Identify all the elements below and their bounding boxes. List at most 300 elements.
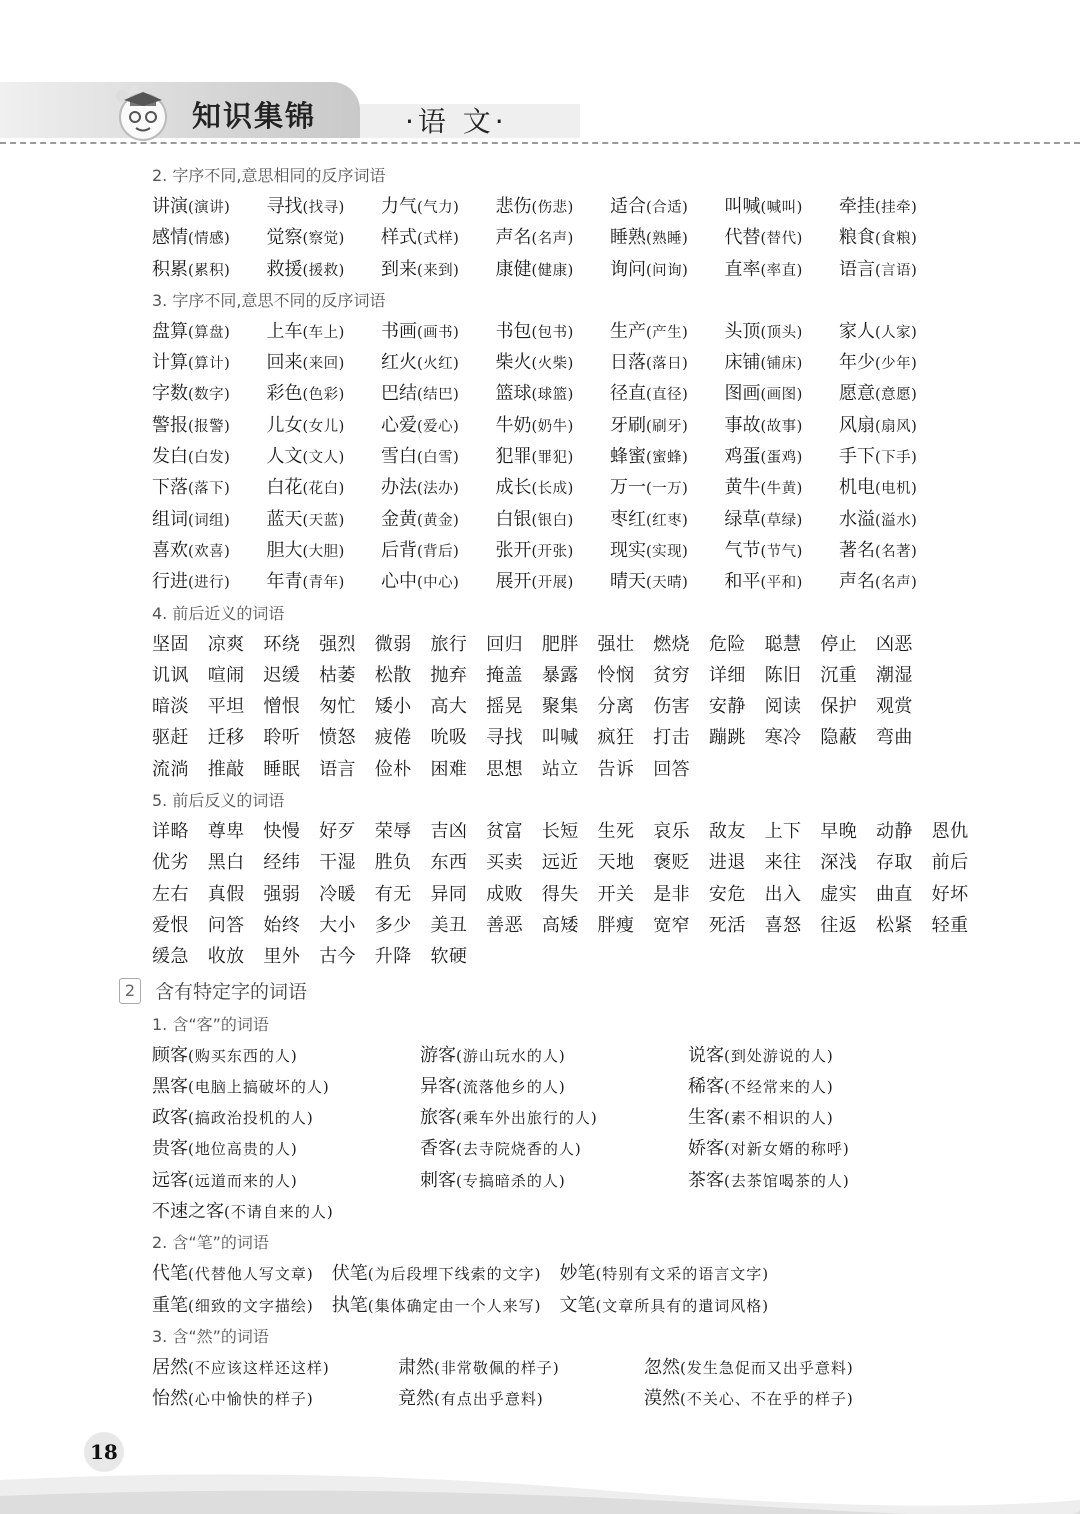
word-text: 力气: [381, 196, 417, 217]
word-text: 观赏: [875, 696, 913, 718]
word-text: 家人: [839, 320, 875, 342]
word-entry: [725, 441, 840, 472]
word-text: 尊卑: [207, 821, 245, 843]
word-gloss: (素不相识的人): [724, 1109, 834, 1128]
word-gloss: (不应该这样还这样): [188, 1358, 330, 1377]
word-text: 摇晃: [486, 696, 524, 718]
word-text: 肃然: [398, 1356, 434, 1378]
word-entry: [610, 504, 725, 535]
word-text: 生客: [688, 1107, 724, 1129]
word-gloss: (花白): [302, 481, 345, 498]
word-row: [152, 1165, 1032, 1196]
word-entry: [688, 1040, 956, 1071]
word-text: 生死: [597, 821, 635, 843]
word-gloss: (率直): [760, 262, 803, 279]
word-text: 人文: [266, 446, 303, 468]
word-entry: [839, 410, 954, 441]
word-text: 冷暖: [319, 883, 357, 905]
word-text: 怜悯: [597, 664, 635, 686]
word-entry: [725, 378, 840, 409]
word-text: 死活: [708, 914, 746, 936]
word-entry: [381, 566, 496, 597]
word-entry: [420, 1165, 688, 1196]
word-text: 样式: [381, 227, 417, 249]
word-entry: [688, 1071, 956, 1102]
word-text: 竟然: [398, 1388, 434, 1410]
word-entry: [267, 566, 382, 597]
word-text: 东西: [430, 852, 468, 874]
word-entry: [267, 316, 382, 347]
word-entry: [332, 1290, 560, 1321]
word-gloss: (找寻): [302, 200, 345, 216]
word-entry: [267, 254, 382, 285]
word-entry: [839, 222, 954, 253]
word-gloss: (文人): [302, 450, 345, 467]
word-text: 高矮: [541, 914, 579, 936]
word-entry: [152, 566, 267, 597]
word-text: 平坦: [207, 696, 245, 718]
word-entry: [152, 1133, 420, 1164]
word-text: 早晚: [820, 821, 858, 843]
word-text: 优劣: [152, 852, 189, 874]
word-gloss: (落下): [188, 481, 231, 498]
word-text: 盘算: [152, 320, 188, 342]
word-text: 日落: [610, 352, 646, 374]
subsection-title-ran: 3. 含“然”的词语: [152, 1326, 269, 1346]
word-text: 缓急: [152, 946, 189, 968]
word-gloss: (火柴): [531, 356, 574, 373]
word-text: 声名: [839, 571, 875, 593]
word-gloss: (健康): [531, 262, 574, 279]
word-text: 鸡蛋: [724, 446, 761, 468]
word-gloss: (火红): [417, 356, 460, 373]
word-entry: [610, 535, 725, 566]
word-gloss: (奶牛): [531, 418, 574, 435]
word-text: 矮小: [374, 696, 412, 718]
reverse-same-list: [152, 191, 1032, 285]
word-text: 轻重: [931, 914, 969, 936]
word-text: 语言: [839, 258, 875, 280]
word-text: 胖瘦: [597, 914, 635, 936]
word-text: 金黄: [381, 508, 417, 530]
word-entry: [420, 1133, 688, 1164]
word-text: 往返: [820, 914, 858, 936]
word-text: 环绕: [263, 633, 301, 655]
word-text: 疯狂: [597, 727, 635, 749]
word-text: 代笔: [152, 1263, 188, 1285]
word-entry: [152, 1040, 420, 1071]
word-entry: [496, 504, 611, 535]
word-text: 前后: [931, 852, 969, 874]
word-text: 悲伤: [495, 196, 532, 217]
word-gloss: (报警): [188, 418, 231, 435]
word-entry: [496, 254, 611, 285]
word-text: 气节: [724, 539, 761, 561]
word-text: 直率: [724, 258, 761, 280]
word-text: 蓝天: [266, 508, 303, 530]
word-text: 办法: [381, 477, 417, 499]
word-text: 书包: [495, 320, 532, 342]
word-text: 开关: [597, 883, 635, 905]
antonym-list: [152, 816, 1032, 972]
word-gloss: (心中愉快的样子): [188, 1390, 314, 1409]
word-text: 恩仇: [931, 821, 969, 843]
word-text: 聪慧: [764, 633, 802, 655]
word-text: 稀客: [688, 1075, 724, 1097]
word-text: 俭朴: [374, 758, 412, 780]
word-text: 枣红: [610, 508, 646, 530]
word-gloss: (少年): [875, 356, 918, 373]
word-text: 抛弃: [430, 664, 468, 686]
word-text: 娇客: [688, 1138, 724, 1160]
word-entry: [725, 566, 840, 597]
word-text: 现实: [610, 539, 646, 561]
word-row: [152, 816, 1032, 847]
word-entry: [152, 1102, 420, 1133]
word-row: [152, 1196, 1032, 1227]
subsection-title-reverse-same: 2. 字序不同,意思相同的反序词语: [152, 166, 386, 185]
word-gloss: (气力): [417, 200, 460, 216]
word-row: [152, 1040, 1032, 1071]
word-text: 贫富: [486, 821, 524, 843]
word-gloss: (结巴): [417, 387, 460, 404]
word-gloss: (蛋鸡): [760, 450, 803, 467]
word-text: 肥胖: [541, 633, 579, 655]
word-text: 买卖: [486, 852, 524, 874]
word-text: 贵客: [152, 1138, 188, 1160]
word-text: 生产: [610, 320, 646, 342]
word-gloss: (溢水): [875, 512, 918, 529]
word-entry: [267, 504, 382, 535]
word-entry: [152, 316, 267, 347]
page-header: [0, 70, 1080, 145]
word-gloss: (地位高贵的人): [188, 1140, 298, 1159]
word-entry: [725, 347, 840, 378]
word-entry: [610, 347, 725, 378]
word-entry: [152, 1258, 332, 1289]
word-text: 张开: [495, 539, 532, 561]
word-text: 著名: [839, 539, 875, 561]
word-gloss: (蜜蜂): [646, 450, 689, 467]
reverse-diff-list: [152, 316, 1032, 598]
ran-word-list: [152, 1352, 1032, 1415]
word-row: [152, 504, 1032, 535]
word-entry: [381, 504, 496, 535]
word-row: [152, 910, 1032, 941]
word-gloss: (言语): [875, 262, 918, 279]
word-text: 远近: [541, 852, 579, 874]
word-gloss: (搞政治投机的人): [188, 1109, 314, 1128]
word-text: 危险: [708, 633, 746, 655]
word-text: 沉重: [820, 664, 858, 686]
word-entry: [267, 441, 382, 472]
word-text: 微弱: [374, 633, 412, 655]
word-gloss: (下手): [875, 450, 918, 467]
word-text: 干湿: [319, 852, 357, 874]
word-gloss: (爱心): [417, 418, 460, 435]
word-text: 旅客: [420, 1107, 456, 1129]
word-entry: [725, 316, 840, 347]
word-gloss: (人家): [875, 324, 918, 341]
word-text: 成长: [495, 477, 532, 499]
word-text: 高大: [430, 696, 468, 718]
word-entry: [839, 472, 954, 503]
word-entry: [688, 1133, 956, 1164]
word-text: 升降: [374, 946, 412, 968]
word-gloss: (球篮): [531, 387, 574, 404]
word-entry: [152, 378, 267, 409]
word-text: 蜂蜜: [610, 446, 646, 468]
word-gloss: (购买东西的人): [188, 1046, 298, 1065]
word-text: 疲倦: [374, 727, 412, 749]
word-text: 聚集: [541, 696, 579, 718]
word-gloss: (红枣): [646, 512, 689, 529]
word-text: 询问: [610, 258, 646, 280]
word-text: 上下: [764, 821, 802, 843]
word-text: 推敲: [207, 758, 245, 780]
word-text: 红火: [381, 352, 417, 374]
word-entry: [152, 254, 267, 285]
word-text: 旅行: [430, 633, 468, 655]
word-entry: [610, 254, 725, 285]
word-entry: [152, 222, 267, 253]
word-text: 陈旧: [764, 664, 802, 686]
word-text: 迁移: [207, 727, 245, 749]
word-gloss: (去茶馆喝茶的人): [724, 1171, 850, 1190]
word-entry: [152, 1165, 420, 1196]
word-entry: [267, 472, 382, 503]
word-entry: [839, 254, 954, 285]
word-text: 怡然: [152, 1388, 188, 1410]
word-entry: [839, 441, 954, 472]
word-text: 发白: [152, 446, 188, 468]
word-row: [152, 1290, 1032, 1321]
word-entry: [725, 254, 840, 285]
word-entry: [496, 410, 611, 441]
word-entry: [420, 1071, 688, 1102]
word-entry: [267, 410, 382, 441]
word-text: 叫喊: [724, 196, 761, 217]
word-text: 水溢: [839, 508, 875, 530]
word-text: 潮湿: [875, 664, 913, 686]
word-text: 虚实: [820, 883, 858, 905]
word-text: 后背: [381, 539, 417, 561]
word-entry: [725, 191, 840, 222]
word-entry: [398, 1352, 644, 1383]
word-text: 雪白: [381, 446, 417, 468]
word-entry: [381, 191, 496, 222]
word-gloss: (开展): [531, 575, 574, 592]
word-gloss: (草绿): [760, 512, 803, 529]
word-gloss: (流落他乡的人): [456, 1077, 566, 1096]
word-text: 忽然: [644, 1356, 680, 1378]
section-header-specific: [119, 973, 1032, 1009]
word-text: 有无: [374, 883, 412, 905]
word-text: 手下: [839, 446, 875, 468]
word-text: 粮食: [839, 227, 875, 249]
word-entry: [839, 504, 954, 535]
word-text: 寻找: [266, 196, 303, 217]
word-text: 来往: [764, 852, 802, 874]
word-entry: [381, 254, 496, 285]
word-gloss: (对新女婿的称呼): [724, 1140, 850, 1159]
word-gloss: (平和): [760, 575, 803, 592]
word-text: 字数: [152, 383, 188, 405]
word-row: [152, 535, 1032, 566]
word-gloss: (熟睡): [646, 231, 689, 248]
word-entry: [559, 1290, 787, 1321]
word-text: 年少: [839, 352, 875, 374]
word-gloss: (女儿): [302, 418, 345, 435]
word-text: 康健: [495, 258, 532, 280]
word-text: 适合: [610, 196, 646, 217]
word-entry: [839, 191, 954, 222]
word-entry: [381, 441, 496, 472]
section-title: 含有特定字的词语: [155, 981, 308, 1004]
word-gloss: (包书): [531, 324, 574, 341]
word-gloss: (名声): [531, 231, 574, 248]
word-text: 阅读: [764, 696, 802, 718]
word-gloss: (不关心、不在乎的样子): [680, 1390, 854, 1409]
word-text: 晴天: [610, 571, 646, 593]
word-entry: [381, 316, 496, 347]
word-text: 白花: [266, 477, 303, 499]
word-entry: [496, 472, 611, 503]
word-gloss: (白雪): [417, 450, 460, 467]
word-text: 暗淡: [152, 696, 189, 718]
word-gloss: (演讲): [188, 200, 231, 216]
word-text: 柴火: [495, 352, 532, 374]
word-row: [152, 847, 1032, 878]
word-text: 不速之客: [152, 1201, 224, 1223]
word-text: 安静: [708, 696, 746, 718]
word-text: 径直: [610, 383, 646, 405]
word-text: 机电: [839, 477, 875, 499]
word-gloss: (开张): [531, 543, 574, 560]
word-entry: [839, 566, 954, 597]
word-row: [152, 1071, 1032, 1102]
word-text: 寒冷: [764, 727, 802, 749]
word-entry: [398, 1383, 644, 1414]
word-gloss: (有点出乎意料): [434, 1390, 544, 1409]
word-text: 存取: [875, 852, 913, 874]
word-text: 宽窄: [653, 914, 691, 936]
word-text: 聆听: [263, 727, 301, 749]
page-number: 18: [90, 1440, 118, 1464]
word-gloss: (进行): [188, 575, 231, 592]
word-text: 荣辱: [374, 821, 412, 843]
word-text: 站立: [541, 758, 579, 780]
word-text: 喧闹: [207, 664, 245, 686]
word-text: 打击: [653, 727, 691, 749]
word-gloss: (专搞暗杀的人): [456, 1171, 566, 1190]
word-text: 白银: [495, 508, 532, 530]
word-text: 牛奶: [495, 414, 532, 436]
word-text: 强烈: [319, 633, 357, 655]
word-text: 匆忙: [319, 696, 357, 718]
word-gloss: (不经常来的人): [724, 1077, 834, 1096]
word-gloss: (食粮): [875, 231, 918, 248]
word-gloss: (察觉): [302, 231, 345, 248]
word-row: [152, 347, 1032, 378]
word-gloss: (顶头): [760, 324, 803, 341]
word-entry: [839, 378, 954, 409]
word-text: 愿意: [839, 383, 875, 405]
word-text: 安危: [708, 883, 746, 905]
word-gloss: (意愿): [875, 387, 918, 404]
word-entry: [267, 222, 382, 253]
word-text: 异客: [420, 1075, 456, 1097]
word-gloss: (落日): [646, 356, 689, 373]
word-text: 儿女: [266, 414, 303, 436]
word-gloss: (法办): [417, 481, 460, 498]
word-gloss: (非常敬佩的样子): [434, 1358, 560, 1377]
word-text: 快慢: [263, 821, 301, 843]
header-title: 知识集锦: [192, 99, 317, 133]
word-entry: [610, 378, 725, 409]
word-entry: [381, 472, 496, 503]
word-text: 伤害: [653, 696, 691, 718]
word-text: 漠然: [644, 1388, 680, 1410]
word-text: 回来: [266, 352, 303, 374]
word-entry: [267, 191, 382, 222]
word-text: 问答: [207, 914, 245, 936]
word-gloss: (代替他人写文章): [188, 1265, 314, 1284]
word-text: 是非: [653, 883, 691, 905]
word-text: 弯曲: [875, 727, 913, 749]
word-gloss: (词组): [188, 512, 231, 529]
word-entry: [688, 1102, 956, 1133]
word-row: [152, 1102, 1032, 1133]
word-text: 松散: [374, 664, 412, 686]
synonym-list: [152, 629, 1032, 785]
word-gloss: (中心): [417, 575, 460, 592]
word-text: 经纬: [263, 852, 301, 874]
word-text: 迟缓: [263, 664, 301, 686]
word-row: [152, 722, 1032, 753]
word-gloss: (天蓝): [302, 512, 345, 529]
word-entry: [267, 347, 382, 378]
word-text: 详细: [708, 664, 746, 686]
word-text: 胆大: [266, 539, 303, 561]
subsection-title-bi: 2. 含“笔”的词语: [152, 1233, 269, 1253]
word-gloss: (画书): [417, 324, 460, 341]
word-gloss: (来到): [417, 262, 460, 279]
word-gloss: (银白): [531, 512, 574, 529]
word-text: 贫穷: [653, 664, 691, 686]
word-text: 喜怒: [764, 914, 802, 936]
word-text: 凉爽: [207, 633, 245, 655]
word-text: 哀乐: [653, 821, 691, 843]
word-gloss: (扇风): [875, 418, 918, 435]
word-gloss: (算计): [188, 356, 231, 373]
word-text: 动静: [875, 821, 913, 843]
word-text: 头顶: [724, 320, 761, 342]
word-text: 出入: [764, 883, 802, 905]
word-text: 行进: [152, 571, 188, 593]
word-entry: [152, 347, 267, 378]
word-text: 伏笔: [331, 1263, 368, 1285]
word-gloss: (伤悲): [531, 200, 574, 216]
word-gloss: (累积): [188, 262, 231, 279]
subsection-title-antonyms: 5. 前后反义的词语: [152, 791, 285, 811]
word-text: 语言: [319, 758, 357, 780]
word-gloss: (罪犯): [531, 450, 574, 467]
word-entry: [725, 535, 840, 566]
word-entry: [725, 504, 840, 535]
word-text: 感情: [152, 227, 188, 249]
word-entry: [496, 316, 611, 347]
